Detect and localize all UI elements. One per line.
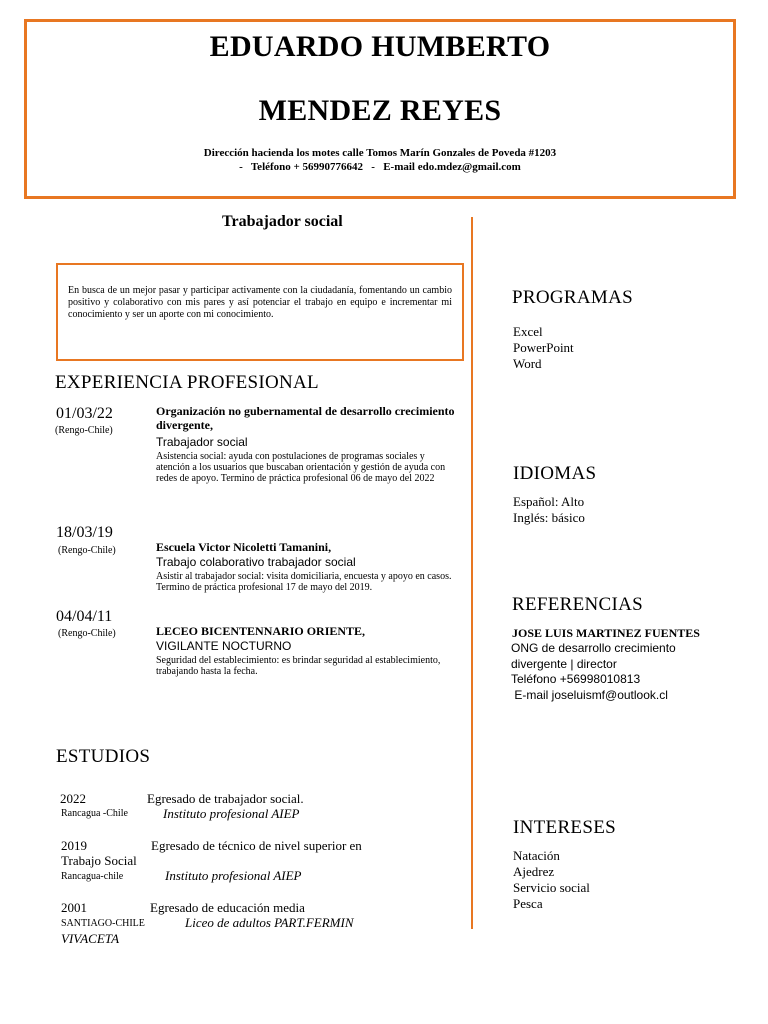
programas-list (513, 324, 574, 372)
study-year: 2019 (61, 838, 87, 853)
intereses-heading: INTERESES (513, 817, 616, 838)
list-item: Excel (513, 324, 543, 339)
experience-place: (Rengo-Chile) (55, 425, 113, 436)
summary-box (56, 263, 464, 361)
reference-line: divergente | director (511, 656, 617, 671)
experience-role: VIGILANTE NOCTURNO (156, 639, 292, 653)
list-item: Pesca (513, 896, 543, 911)
experience-desc: Seguridad del establecimiento: es brindar seguridad al establecimiento, trabajando hasta la fecha. (156, 655, 441, 677)
referencias-heading: REFERENCIAS (512, 594, 644, 615)
reference-line: E-mail joseluismf@outlook.cl (511, 687, 668, 702)
study-place: Rancagua -Chile (61, 808, 128, 819)
study-institution: Liceo de adultos PART.FERMIN (185, 915, 354, 930)
experience-org: Organización no gubernamental de desarrollo crecimiento divergente, (156, 404, 455, 432)
list-item: Inglés: básico (513, 510, 585, 525)
experience-desc: Asistir al trabajador social: visita domiciliaria, encuesta y apoyo en casos. Termino de práctica profesional 17 de mayo del 2019. (156, 571, 452, 593)
study-text: Egresado de educación media (150, 900, 305, 915)
study-text: Egresado de técnico de nivel superior en (151, 838, 362, 853)
name-line-1: EDUARDO HUMBERTO (209, 30, 551, 63)
list-item: Español: Alto (513, 494, 585, 509)
column-divider (471, 217, 473, 929)
experience-desc: Asistencia social: ayuda con postulaciones de programas sociales y atención a los usuarios que buscaban orientación y gestión de ayuda con redes de apoyo. Termino de práctica profesional 06 de mayo del 2022 (156, 451, 446, 484)
studies-heading: ESTUDIOS (56, 746, 151, 767)
experience-heading: EXPERIENCIA PROFESIONAL (55, 372, 319, 393)
name-line-2: MENDEZ REYES (258, 94, 502, 127)
list-item: Word (513, 356, 542, 371)
study-year: 2001 (61, 900, 87, 915)
study-institution: Instituto profesional AIEP (163, 806, 300, 821)
experience-date: 01/03/22 (56, 405, 113, 422)
address: Dirección hacienda los motes calle Tomos Marín Gonzales de Poveda #1203 (203, 147, 557, 159)
study-place: SANTIAGO-CHILE (61, 918, 145, 929)
list-item: PowerPoint (513, 340, 574, 355)
list-item: Servicio social (513, 880, 590, 895)
job-title: Trabajador social (222, 213, 343, 230)
experience-place: (Rengo-Chile) (58, 545, 116, 556)
study-year: 2022 (60, 791, 86, 806)
idiomas-heading: IDIOMAS (513, 463, 597, 484)
study-text-continued: Trabajo Social (61, 853, 137, 868)
experience-role: Trabajador social (156, 435, 248, 449)
summary-text: En busca de un mejor pasar y participar activamente con la ciudadanía, fomentando un cambio positivo y colaborativo con mis pares y así potenciar el trabajo en equipo e incrementar mi conocimiento y ser un aporte con mi conocimiento. (68, 285, 452, 320)
study-place: Rancagua-chile (61, 871, 124, 882)
contact-line: - Teléfono + 56990776642 - E-mail edo.mdez@gmail.com (239, 161, 521, 173)
reference-line: Teléfono +56998010813 (511, 672, 641, 686)
experience-date: 18/03/19 (56, 524, 113, 541)
reference-details (511, 641, 676, 703)
list-item: Natación (513, 848, 560, 863)
experience-org: LECEO BICENTENNARIO ORIENTE, (156, 624, 366, 638)
experience-place: (Rengo-Chile) (58, 628, 116, 639)
programas-heading: PROGRAMAS (512, 287, 633, 308)
study-institution-continued: VIVACETA (61, 931, 120, 946)
header-box (24, 19, 736, 199)
reference-name: JOSE LUIS MARTINEZ FUENTES (512, 626, 700, 640)
experience-date: 04/04/11 (56, 608, 113, 625)
study-institution: Instituto profesional AIEP (165, 868, 302, 883)
intereses-list (513, 848, 590, 912)
reference-line: ONG de desarrollo crecimiento (511, 641, 676, 655)
list-item: Ajedrez (513, 864, 555, 879)
study-text: Egresado de trabajador social. (147, 791, 304, 806)
experience-role: Trabajo colaborativo trabajador social (156, 555, 356, 569)
idiomas-list (513, 494, 585, 526)
experience-org: Escuela Victor Nicoletti Tamanini, (156, 540, 332, 554)
